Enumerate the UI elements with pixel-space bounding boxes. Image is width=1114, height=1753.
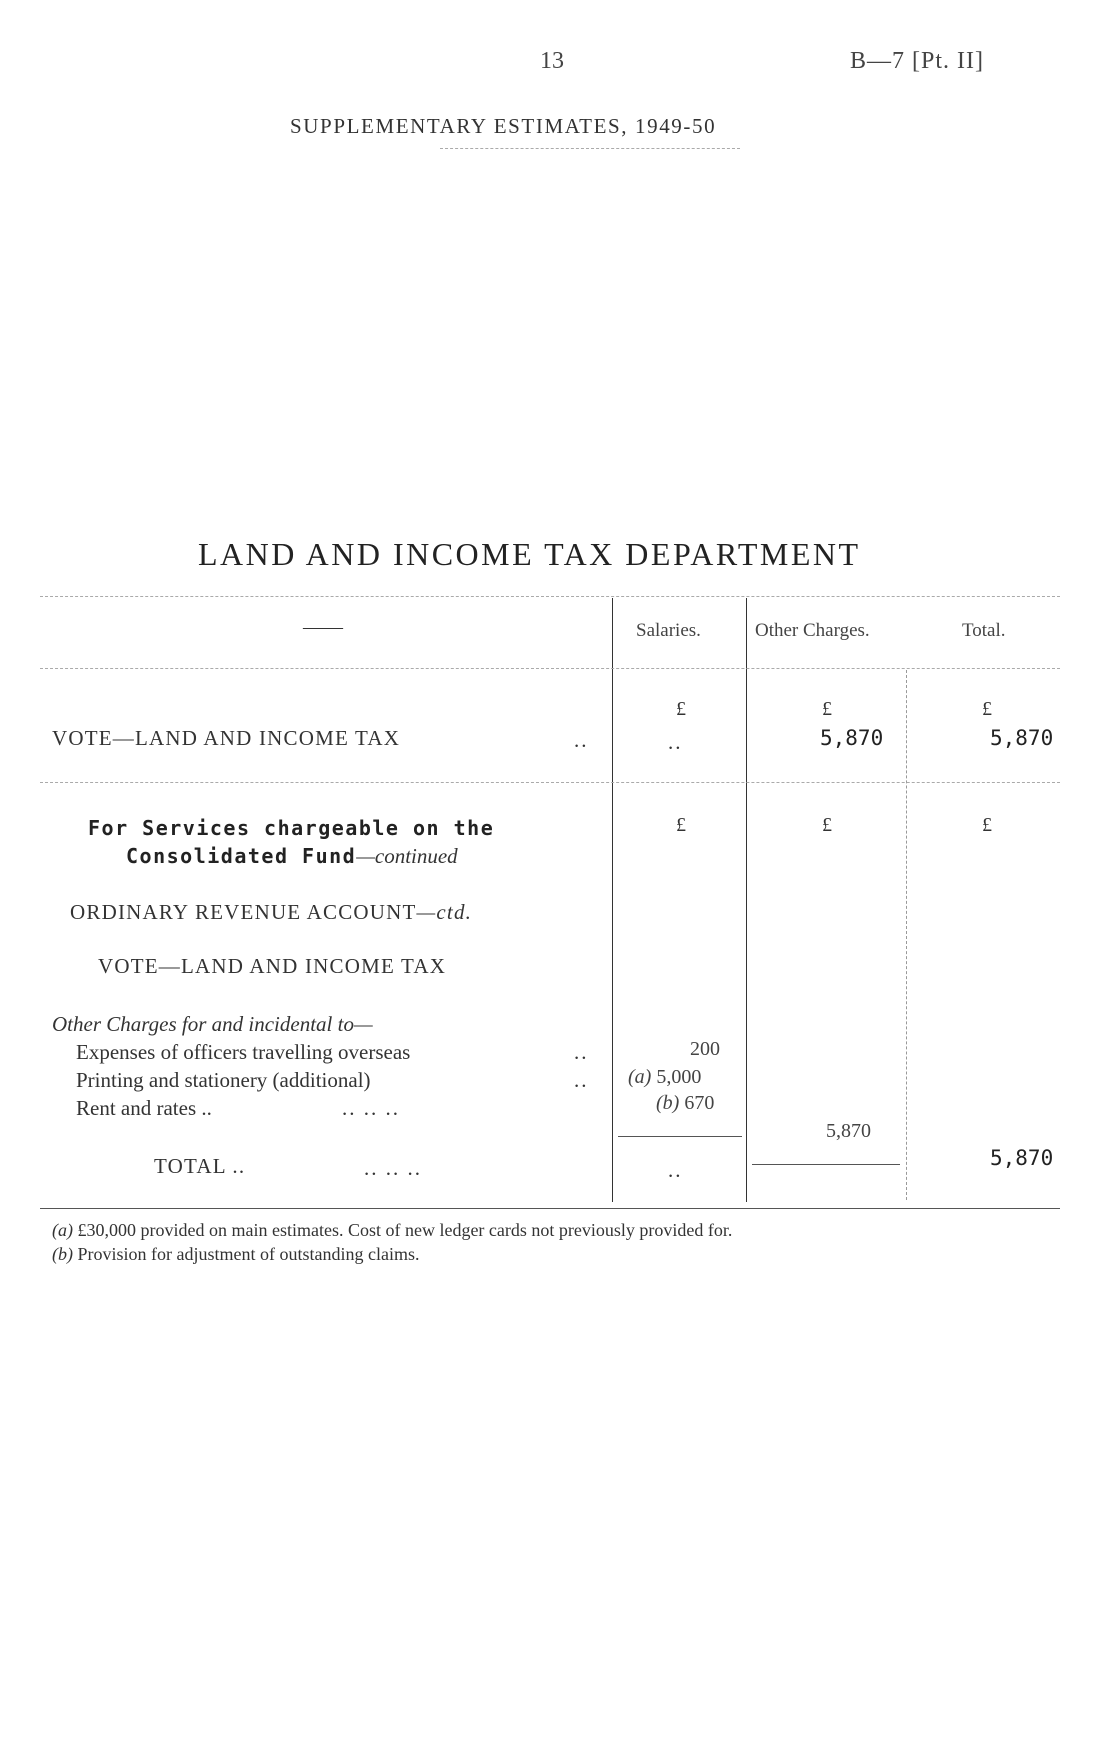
- footnote: [52, 1220, 732, 1241]
- table-top-rule: [40, 596, 1060, 597]
- item-value: 200: [690, 1038, 720, 1060]
- item-leader: .. .. ..: [342, 1096, 400, 1120]
- total-column-heading: Total.: [962, 620, 1006, 641]
- item-label: Printing and stationery (additional): [76, 1068, 371, 1092]
- table-bottom-rule: [40, 1208, 1060, 1209]
- item-leader: ..: [574, 1040, 589, 1064]
- account-heading: [70, 900, 472, 925]
- footnote-mark: (b): [52, 1244, 73, 1264]
- page-number: 13: [540, 48, 564, 74]
- footnote: [52, 1244, 419, 1265]
- summary-row-salaries: ..: [668, 730, 683, 754]
- item-value: [628, 1066, 701, 1089]
- account-heading-suffix: —ctd.: [416, 900, 473, 924]
- salaries-subtotal-rule: [618, 1136, 742, 1137]
- item-label: Rent and rates ..: [76, 1096, 212, 1120]
- item-note-mark: (b): [656, 1092, 680, 1114]
- services-heading-line-2: [126, 844, 458, 869]
- total-currency: £: [982, 698, 992, 720]
- summary-row-label: VOTE—LAND AND INCOME TAX: [52, 726, 401, 750]
- other-column-rule: [746, 598, 747, 1202]
- summary-separator: [40, 782, 1060, 783]
- label-column-heading: ——: [303, 616, 343, 638]
- footnote-text: Provision for adjustment of outstanding claims.: [77, 1244, 420, 1264]
- other-charges-heading: Other Charges for and incidental to—: [52, 1012, 373, 1036]
- total-row-leader: .. .. ..: [364, 1156, 422, 1180]
- total-row-salaries: ..: [668, 1158, 683, 1182]
- summary-row-total: 5,870: [990, 726, 1054, 750]
- services-heading-line-1: For Services chargeable on the: [88, 816, 495, 840]
- salaries-column-rule: [612, 598, 613, 1202]
- salaries-currency: £: [676, 698, 686, 720]
- vote-heading: VOTE—LAND AND INCOME TAX: [98, 954, 447, 978]
- title-underline: [440, 148, 740, 149]
- item-amount: 670: [684, 1092, 715, 1114]
- summary-row-leader: ..: [574, 728, 589, 752]
- header-separator: [40, 668, 1060, 669]
- footnote-mark: (a): [52, 1220, 73, 1240]
- consolidated-fund-text: Consolidated Fund: [126, 844, 357, 868]
- salaries-column-heading: Salaries.: [636, 620, 701, 641]
- item-label: Expenses of officers travelling overseas: [76, 1040, 411, 1064]
- running-title: SUPPLEMENTARY ESTIMATES, 1949-50: [290, 114, 717, 138]
- item-amount: 5,000: [656, 1066, 702, 1088]
- services-total-currency: £: [982, 814, 992, 836]
- other-subtotal-rule: [752, 1164, 900, 1165]
- other-currency: £: [822, 698, 832, 720]
- item-note-mark: (a): [628, 1066, 652, 1088]
- services-other-currency: £: [822, 814, 832, 836]
- footnote-text: £30,000 provided on main estimates. Cost of new ledger cards not previously provided for.: [77, 1220, 733, 1240]
- department-heading: LAND AND INCOME TAX DEPARTMENT: [198, 536, 861, 572]
- other-charges-column-heading: Other Charges.: [755, 620, 870, 641]
- total-row-label: TOTAL ..: [154, 1154, 246, 1178]
- total-row-total: 5,870: [990, 1146, 1054, 1170]
- summary-row-other: 5,870: [820, 726, 884, 750]
- account-heading-text: ORDINARY REVENUE ACCOUNT: [70, 900, 417, 924]
- total-column-rule: [906, 670, 907, 1200]
- item-leader: ..: [574, 1068, 589, 1092]
- item-value: [656, 1092, 714, 1115]
- other-charges-subtotal: 5,870: [826, 1120, 871, 1142]
- page-reference: B—7 [Pt. II]: [850, 48, 984, 74]
- continued-text: —continued: [356, 844, 458, 868]
- services-salaries-currency: £: [676, 814, 686, 836]
